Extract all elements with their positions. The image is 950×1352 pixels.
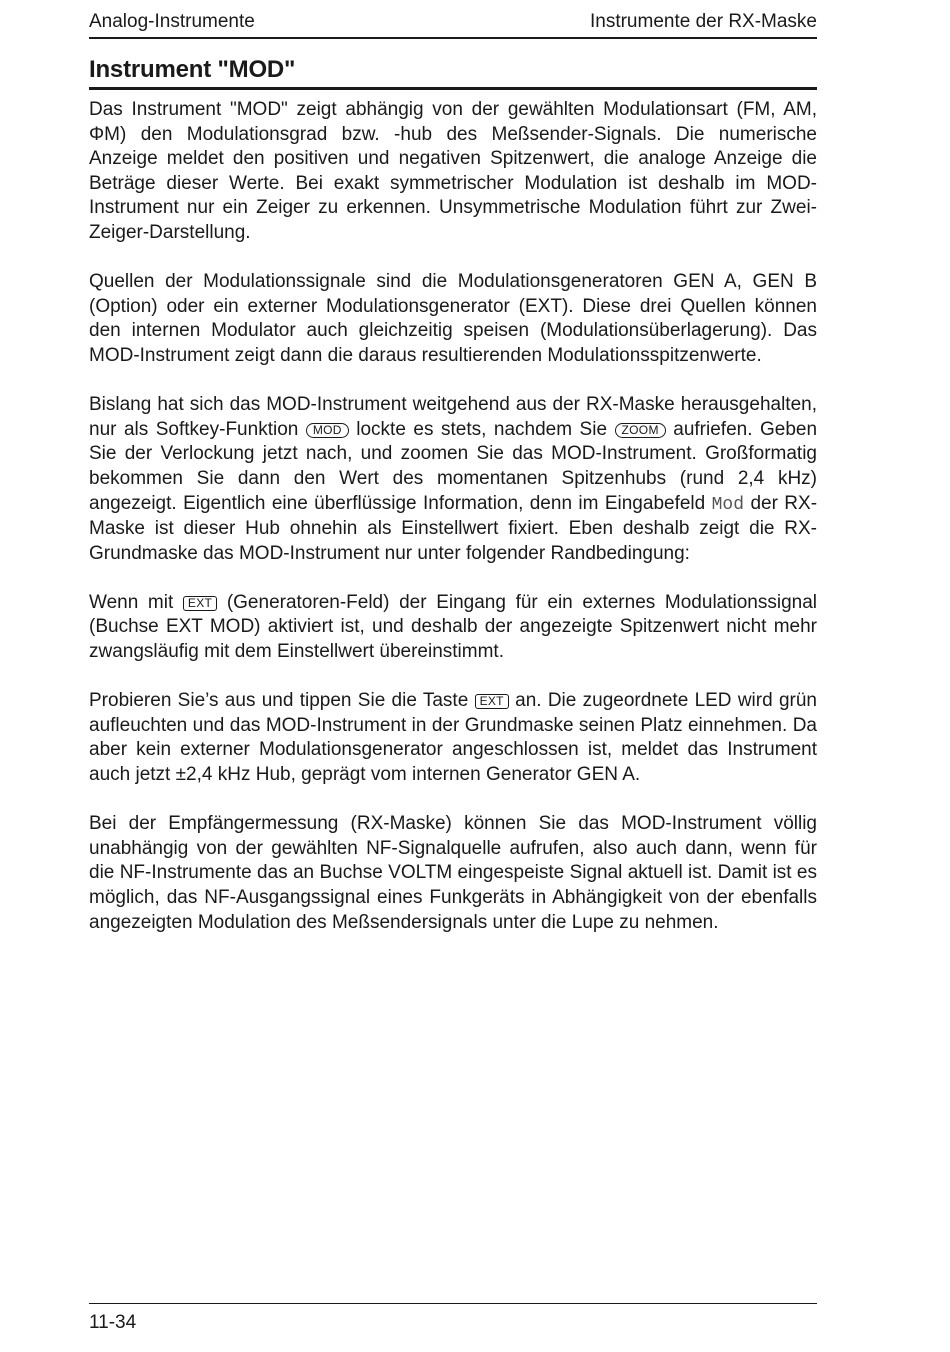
paragraph-3: [89, 393, 817, 566]
ext-key: EXT: [183, 596, 217, 611]
document-page: [89, 0, 817, 1352]
paragraph-1: Das Instrument "MOD" zeigt abhängig von der gewählten Modulationsart (FM, AM, ΦM) den Modulationsgrad bzw. -hub des Meßsender-Signals. Die numerische Anzeige meldet den positiven und negativen Spitzenwert, die analoge Anzeige die Beträge dieser Werte. Bei exakt symmetrischer Modulation ist deshalb im MOD-Instrument nur ein Zeiger zu erkennen. Unsymmetrische Modulation führt zur Zwei-Zeiger-Darstellung.: [89, 99, 817, 243]
paragraph-5-text-2: an. Die zugeordnete LED wird grün aufleuchten und das MOD-Instrument in der Grundmaske seinen Platz einnehmen. Da aber kein externer Modulationsgenerator angeschlossen ist, meldet das Instrument auch jetzt ±2,4 kHz Hub, geprägt vom internen Generator GEN A.: [89, 690, 817, 786]
section-title: Instrument "MOD": [89, 56, 296, 83]
zoom-softkey: ZOOM: [615, 423, 666, 438]
paragraph-2: Quellen der Modulationssignale sind die Modulationsgeneratoren GEN A, GEN B (Option) oder ein externer Modulationsgenerator (EXT). Diese drei Quellen können den internen Modulator auch gleichzeitig speisen (Modulationsüberlagerung). Das MOD-Instrument zeigt dann die daraus resultierenden Modulationsspitzenwerte.: [89, 271, 817, 366]
paragraph-6: Bei der Empfängermessung (RX-Maske) können Sie das MOD-Instrument völlig unabhängig von der gewählten NF-Signalquelle aufrufen, also auch dann, wenn für die NF-Instrumente das an Buchse VOLTM eingespeiste Signal aktuell ist. Damit ist es möglich, das NF-Ausgangssignal eines Funkgeräts in Abhängigkeit von der ebenfalls angezeigten Modulation des Meßsendersignals unter die Lupe zu nehmen.: [89, 813, 817, 933]
paragraph-4-text-2: (Generatoren-Feld) der Eingang für ein externes Modulationssignal (Buchse EXT MOD) aktiviert ist, und deshalb der angezeigte Spitzenwert nicht mehr zwangsläufig mit dem Einstellwert übereinstimmt.: [89, 591, 818, 663]
paragraph-3-text-2: lockte es stets, nachdem Sie: [356, 418, 608, 440]
paragraph-4-text-1: Wenn mit: [89, 591, 174, 613]
footer-rule: [89, 1303, 817, 1304]
header-chapter: Analog-Instrumente: [89, 11, 255, 32]
mod-softkey: MOD: [306, 423, 349, 438]
paragraph-3-text-4: der RX-Maske ist dieser Hub ohnehin als Einstellwert fixiert. Eben deshalb zeigt die RX-Grundmaske das MOD-Instrument nur unter folgender Randbedingung:: [89, 492, 818, 564]
paragraph-5: [89, 689, 817, 787]
body-text: [89, 98, 817, 935]
page-number: 11-34: [89, 1312, 137, 1333]
running-header: [89, 10, 817, 36]
mod-field-name: Mod: [711, 494, 745, 515]
ext-key-2: EXT: [475, 694, 509, 709]
header-section: Instrumente der RX-Maske: [589, 11, 817, 32]
header-rule: [89, 37, 817, 39]
paragraph-3-text-3: aufriefen. Geben Sie der Verlockung jetzt nach, und zoomen Sie das MOD-Instrument. Großformatig bekommen Sie dann den Wert des momentanen Spitzenhubs (rund 2,4 kHz) angezeigt. Eigentlich eine überflüssige Information, denn im Eingabefeld: [89, 418, 818, 514]
title-rule: [89, 87, 817, 90]
paragraph-3-text-1: Bislang hat sich das MOD-Instrument weitgehend aus der RX-Maske herausgehalten, nur als Softkey-Funktion: [89, 394, 817, 440]
paragraph-4: [89, 591, 817, 665]
paragraph-5-text-1: Probieren Sie’s aus und tippen Sie die Taste: [89, 690, 469, 712]
